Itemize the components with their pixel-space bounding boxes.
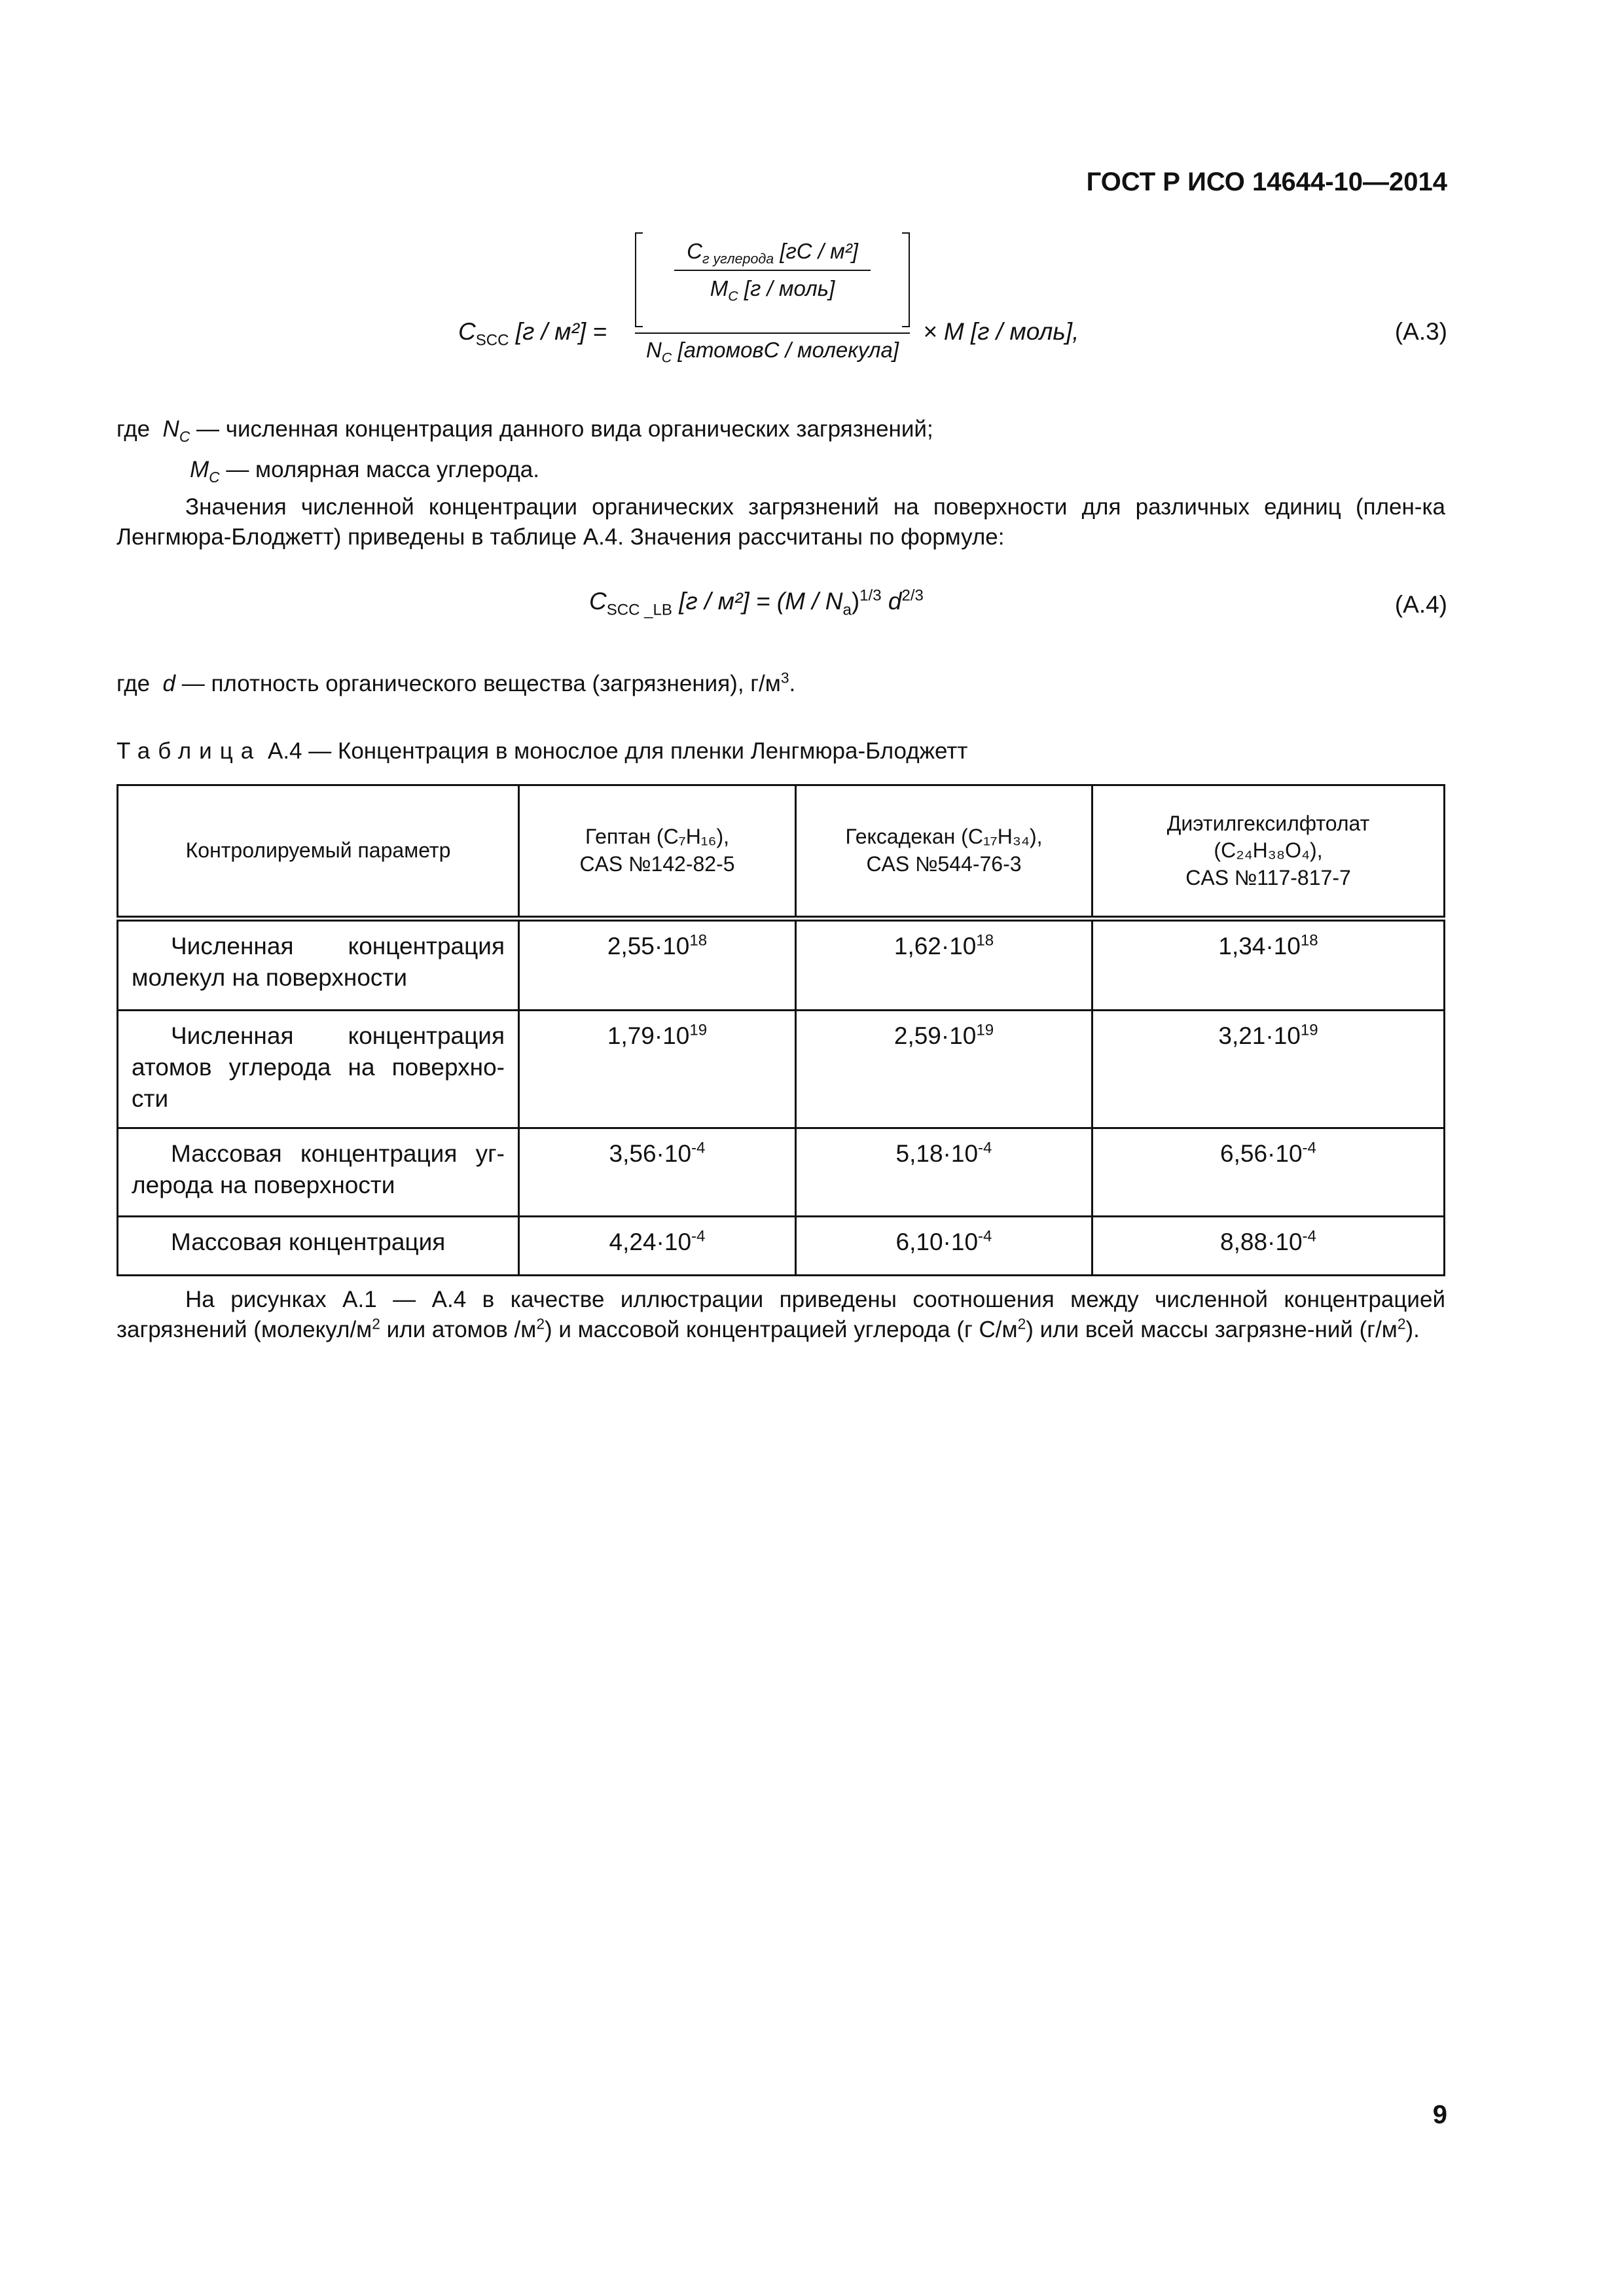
- where-line-d: где d — плотность органического вещества (загрязнения), $г/м^3$.: [117, 669, 796, 696]
- value-cell: $3,21\cdot 10^{19}$: [1092, 1011, 1445, 1128]
- value-cell: $1,62\cdot 10^{18}$: [796, 919, 1092, 1011]
- where-line-mc: $M_C$ — молярная масса углерода.: [190, 457, 539, 486]
- row-parameter: Массовая концентрация: [118, 1217, 519, 1276]
- value-cell: $3,56\cdot 10^{-4}$: [519, 1128, 796, 1217]
- page-number: 9: [1432, 2100, 1447, 2129]
- header-dehp: Диэтилгексилфтолат (C₂₄H₃₈O₄), CAS №117-817-7: [1092, 785, 1445, 919]
- table-caption: Таблица А.4 — Концентрация в монослое для пленки Ленгмюра-Блоджетт: [117, 738, 968, 764]
- table-row: [118, 1128, 1445, 1217]
- header-heptane: Гептан (C₇H₁₆), CAS №142-82-5: [519, 785, 796, 919]
- equation-number-a4: (A.4): [1394, 591, 1447, 618]
- equation-number-a3: (A.3): [1394, 318, 1447, 345]
- formula-a3-numerator: $C_{г углерода}$ [гC / м²] $M_C$ [г / моль]: [635, 232, 910, 327]
- fraction-bar: [674, 270, 871, 271]
- row-parameter: Массовая концентрация уг-лерода на поверхности: [118, 1128, 519, 1217]
- table-row: [118, 919, 1445, 1011]
- value-cell: $2,59\cdot 10^{19}$: [796, 1011, 1092, 1128]
- table-row: [118, 1011, 1445, 1128]
- value-cell: $6,56\cdot 10^{-4}$: [1092, 1128, 1445, 1217]
- formula-a3-lhs: $C_{SCC}$ [г / м²] =: [458, 318, 607, 350]
- paragraph-figures: На рисунках А.1 — А.4 в качестве иллюстрации приведены соотношения между численной концентрацией загрязнений ($молекул/м^2$ или атомов $/м^2$) и массовой концентрацией углерода (г $С/м^2$) или всей массы загрязне-ний $(г/м^2)$.: [117, 1287, 1445, 1342]
- value-cell: $8,88\cdot 10^{-4}$: [1092, 1217, 1445, 1276]
- row-parameter: Численная концентрация атомов углерода на поверхно-сти: [118, 1011, 519, 1128]
- table-row: [118, 1217, 1445, 1276]
- table-header-row: [118, 785, 1445, 919]
- row-parameter: Численная концентрация молекул на поверхности: [118, 919, 519, 1011]
- right-bracket: [902, 232, 910, 327]
- value-cell: $2,55\cdot 10^{18}$: [519, 919, 796, 1011]
- value-cell: $5,18\cdot 10^{-4}$: [796, 1128, 1092, 1217]
- formula-a3-fraction: [635, 232, 910, 365]
- header-hexadecane: Гексадекан (C₁₇H₃₄), CAS №544-76-3: [796, 785, 1092, 919]
- value-cell: $6,10\cdot 10^{-4}$: [796, 1217, 1092, 1276]
- left-bracket: [635, 232, 643, 327]
- document-id: ГОСТ Р ИСО 14644-10—2014: [1086, 168, 1447, 196]
- paragraph-intro: Значения численной концентрации органических загрязнений на поверхности для различных единиц (плен-ка Ленгмюра-Блоджетт) приведены в таблице А.4. Значения рассчитаны по формуле:: [117, 494, 1445, 550]
- concentration-table: [117, 784, 1445, 1276]
- header-parameter: Контролируемый параметр: [118, 785, 519, 919]
- value-cell: $1,79\cdot 10^{19}$: [519, 1011, 796, 1128]
- value-cell: $4,24\cdot 10^{-4}$: [519, 1217, 796, 1276]
- formula-a3: [458, 232, 1113, 376]
- formula-a3-rhs: × M [г / моль],: [923, 318, 1079, 345]
- formula-a4: $C_{SCC \_LB}$ $[г / м^2] = (M / N_a)^{1/3}$ $d^{2/3}$: [589, 586, 924, 619]
- value-cell: $1,34\cdot 10^{18}$: [1092, 919, 1445, 1011]
- where-line-nc: где $N_C$ — численная концентрация данного вида органических загрязнений;: [117, 416, 933, 445]
- formula-a3-denominator: $N_C$ [атомовC / молекула]: [645, 338, 899, 366]
